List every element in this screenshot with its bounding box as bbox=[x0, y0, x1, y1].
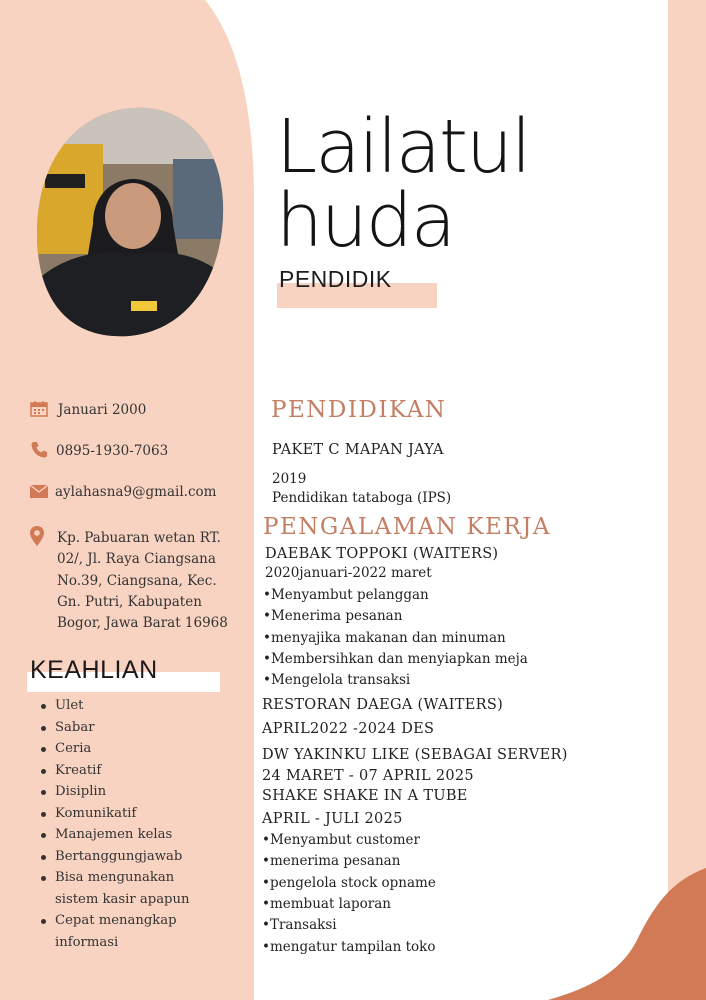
job-period: 24 MARET - 07 APRIL 2025 bbox=[262, 768, 474, 784]
job-role: PENDIDIK bbox=[279, 266, 392, 292]
terracotta-blob bbox=[548, 868, 706, 1000]
skill-item: Disiplin bbox=[41, 781, 216, 803]
job-title: SHAKE SHAKE IN A TUBE bbox=[262, 788, 468, 804]
location-pin-icon bbox=[30, 526, 44, 546]
first-name: Lailatul bbox=[276, 104, 530, 190]
email-address: aylahasna9@gmail.com bbox=[55, 484, 217, 500]
job-duty: •Transaksi bbox=[262, 917, 337, 933]
job-duty: •Menerima pesanan bbox=[263, 608, 403, 624]
education-title: PENDIDIKAN bbox=[271, 397, 447, 423]
address-line-3: No.39, Ciangsana, Kec. bbox=[57, 573, 217, 589]
job-duty: •Mengelola transaksi bbox=[263, 672, 411, 688]
mail-icon bbox=[30, 485, 48, 498]
job-duty: •menerima pesanan bbox=[262, 853, 401, 869]
job-duty: •pengelola stock opname bbox=[262, 875, 436, 891]
address-line-1: Kp. Pabuaran wetan RT. bbox=[57, 530, 221, 546]
education-detail: Pendidikan tataboga (IPS) bbox=[272, 490, 452, 506]
skill-item: Sabar bbox=[41, 717, 216, 739]
job-duty: •mengatur tampilan toko bbox=[262, 939, 436, 955]
job-duty: •membuat laporan bbox=[262, 896, 391, 912]
skills-list bbox=[41, 695, 216, 953]
phone-number: 0895-1930-7063 bbox=[56, 443, 169, 459]
phone-icon bbox=[31, 441, 47, 458]
skill-item: Ceria bbox=[41, 738, 216, 760]
profile-photo bbox=[33, 104, 227, 340]
calendar-icon bbox=[30, 401, 48, 417]
job-period: APRIL2022 -2024 DES bbox=[262, 721, 435, 737]
education-year: 2019 bbox=[272, 471, 307, 487]
education-school: PAKET C MAPAN JAYA bbox=[272, 442, 444, 458]
address-line-2: 02/, Jl. Raya Ciangsana bbox=[57, 551, 216, 567]
skill-item: Bertanggungjawab bbox=[41, 846, 216, 868]
job-duty: •Menyambut customer bbox=[262, 832, 420, 848]
skill-item: Cepat menangkap informasi bbox=[41, 910, 216, 953]
skill-item: Komunikatif bbox=[41, 803, 216, 825]
birth-date: Januari 2000 bbox=[58, 402, 147, 418]
job-title: DW YAKINKU LIKE (SEBAGAI SERVER) bbox=[262, 747, 568, 763]
skill-item: Kreatif bbox=[41, 760, 216, 782]
job-period: APRIL - JULI 2025 bbox=[262, 811, 403, 827]
job-duty: •Membersihkan dan menyiapkan meja bbox=[263, 651, 528, 667]
job-period: 2020januari-2022 maret bbox=[265, 565, 432, 581]
job-duty: •Menyambut pelanggan bbox=[263, 587, 429, 603]
address-line-4: Gn. Putri, Kabupaten bbox=[57, 594, 202, 610]
skill-item: Bisa mengunakan sistem kasir apapun bbox=[41, 867, 216, 910]
job-title: RESTORAN DAEGA (WAITERS) bbox=[262, 697, 504, 713]
skills-title: KEAHLIAN bbox=[30, 656, 158, 684]
skill-item: Manajemen kelas bbox=[41, 824, 216, 846]
address-line-5: Bogor, Jawa Barat 16968 bbox=[57, 615, 228, 631]
last-name: huda bbox=[276, 178, 455, 264]
job-title: DAEBAK TOPPOKI (WAITERS) bbox=[265, 546, 499, 562]
job-duty: •menyajika makanan dan minuman bbox=[263, 630, 506, 646]
skill-item: Ulet bbox=[41, 695, 216, 717]
experience-title: PENGALAMAN KERJA bbox=[263, 514, 551, 540]
right-peach-strip bbox=[668, 0, 706, 1000]
